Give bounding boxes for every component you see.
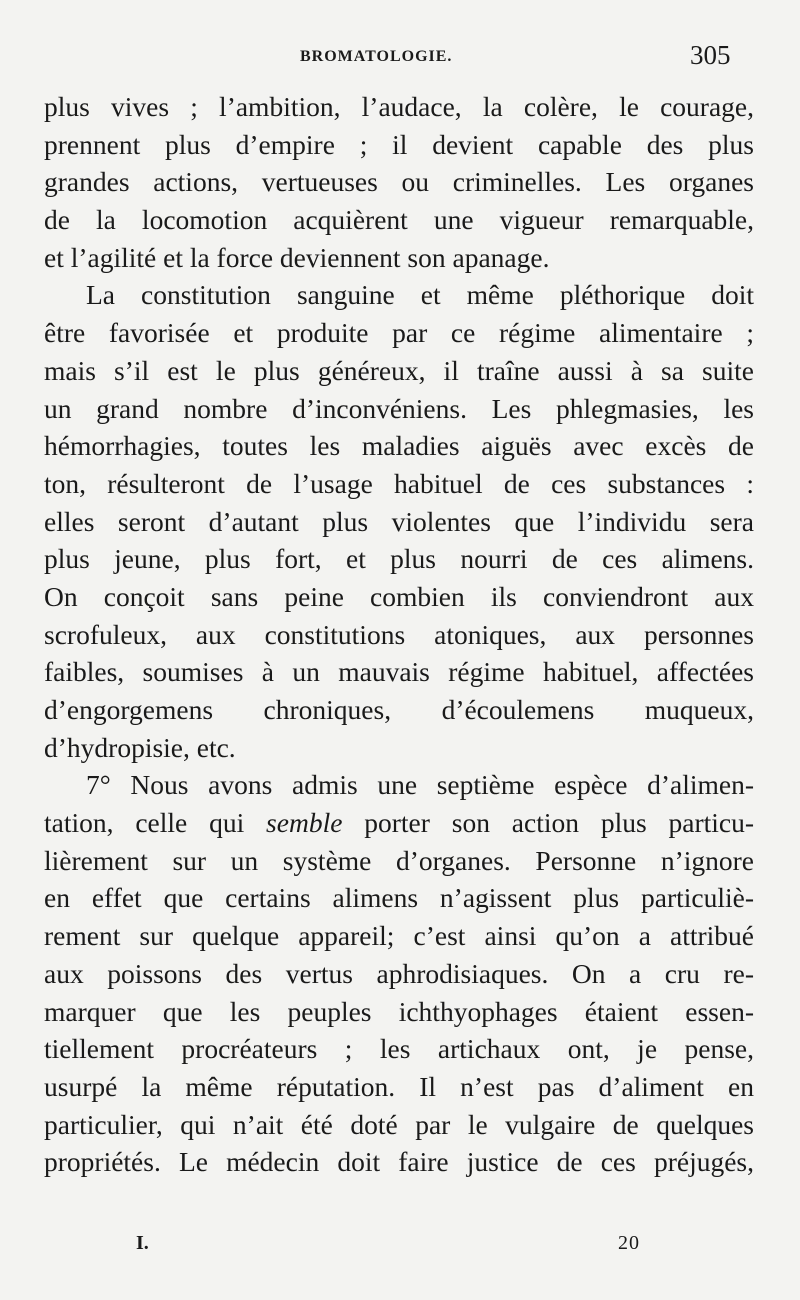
text-line: plus vives ; l’ambition, l’audace, la colère, le courage, [44,91,754,122]
text-line: elles seront d’autant plus violentes que l’individu sera [44,505,754,537]
page-footer [0,1232,800,1272]
gathering-mark: 20 [618,1232,640,1254]
body-text [44,88,754,1181]
running-head-title: BROMATOLOGIE. [300,48,453,65]
text-line: grandes actions, vertueuses ou criminelles. Les organes [44,166,754,198]
signature-mark: I. [136,1232,149,1254]
text-line: de la locomotion acquièrent une vigueur remarquable, [44,204,754,236]
text-line: scrofuleux, aux constitutions atoniques, aux personnes [44,618,754,650]
text-line: usurpé la même réputation. Il n’est pas d’aliment en [44,1070,754,1102]
text-line: plus jeune, plus fort, et plus nourri de ces alimens. [44,543,754,575]
text-line: ton, résulteront de l’usage habituel de ces substances : [44,467,754,499]
text-line: prennent plus d’empire ; il devient capable des plus [44,128,754,160]
text-line: aux poissons des vertus aphrodisiaques. On a cru re- [44,957,754,989]
text-line: rement sur quelque appareil; c’est ainsi qu’on a attribué [44,920,754,952]
text-line: hémorrhagies, toutes les maladies aiguës avec excès de [44,430,754,462]
text-line: 7° Nous avons admis une septième espèce d’alimen- [86,769,754,801]
text-line: tation, celle qui semble porter son action plus particu- [44,807,754,839]
text-line: propriétés. Le médecin doit faire justice de ces préjugés, [44,1146,754,1178]
running-head [0,40,800,80]
text-line: être favorisée et produite par ce régime alimentaire ; [44,317,754,349]
text-line: d’hydropisie, etc. [44,731,236,763]
text-line: On conçoit sans peine combien ils conviendront aux [44,580,754,612]
text-line: lièrement sur un système d’organes. Personne n’ignore [44,844,754,876]
text-line: mais s’il est le plus généreux, il traîne aussi à sa suite [44,354,754,386]
text-line: tiellement procréateurs ; les artichaux ont, je pense, [44,1033,754,1065]
text-line: d’engorgemens chroniques, d’écoulemens muqueux, [44,694,754,725]
text-line: La constitution sanguine et même pléthorique doit [86,279,754,311]
text-line: et l’agilité et la force deviennent son apanage. [44,241,550,273]
page-number: 305 [690,40,731,70]
text-line: particulier, qui n’ait été doté par le vulgaire de quelques [44,1108,754,1140]
text-line: en effet que certains alimens n’agissent plus particuliè- [44,882,754,914]
text-line: un grand nombre d’inconvéniens. Les phlegmasies, les [44,392,754,424]
text-line: marquer que les peuples ichthyophages étaient essen- [44,995,754,1027]
text-line: faibles, soumises à un mauvais régime habituel, affectées [44,656,754,688]
